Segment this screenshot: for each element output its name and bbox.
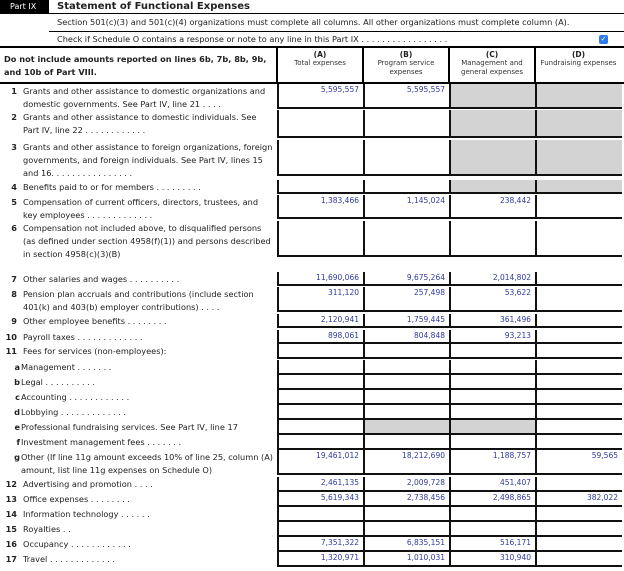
line-description: Professional fundraising services. See Part IV, line 17 [21,422,238,432]
amount-cell-c[interactable] [449,435,535,450]
amount-cell-a[interactable]: 2,120,941 [277,314,363,328]
amount-cell-c[interactable] [449,522,535,537]
table-row [277,180,622,194]
amount-cell-a[interactable]: 5,595,557 [277,84,363,109]
schedule-o-checkbox[interactable]: ✓ [600,35,607,43]
line-description: Grants and other assistance to domestic organizations and domestic governments. See Part IV, line 21 . . . . [23,86,266,109]
amount-cell-b[interactable]: 5,595,557 [363,84,449,109]
amount-cell-a[interactable] [277,507,363,522]
table-row [277,450,622,475]
amount-cell-c[interactable]: 2,498,865 [449,492,535,507]
amount-cell-b[interactable] [363,110,449,138]
line-number: c [15,392,20,402]
amount-cell-b [363,420,449,435]
table-row [277,522,622,537]
amount-cell-d[interactable] [535,537,622,552]
line-description: Lobbying . . . . . . . . . . . . . [21,407,126,417]
amount-cell-a[interactable]: 311,120 [277,287,363,312]
amount-cell-a[interactable]: 19,461,012 [277,450,363,475]
amount-cell-a[interactable]: 2,461,135 [277,477,363,492]
amount-cell-b[interactable] [363,180,449,194]
line-description: Benefits paid to or for members . . . . . . . . . [23,182,201,192]
amount-cell-d[interactable] [535,360,622,375]
line-g-label [0,451,277,479]
line-number: 1 [11,86,17,96]
line-description: Compensation not included above, to disqualified persons (as defined under section 4958(f)(1)) and persons described in section 4958(c)(3)(B) [23,223,271,259]
amount-cell-a[interactable]: 1,320,971 [277,552,363,567]
line-number: d [14,407,20,417]
line-number: f [16,437,20,447]
table-row [277,507,622,522]
amount-cell-d[interactable]: 382,022 [535,492,622,507]
column-divider [534,48,536,82]
line-number: 14 [5,509,17,519]
amount-cell-b[interactable]: 1,010,031 [363,552,449,567]
amount-cell-a[interactable]: 7,351,322 [277,537,363,552]
line-5-label [0,196,277,224]
line-7-label [0,273,277,287]
line-d-label [0,406,277,420]
line-3-label [0,141,277,181]
amount-cell-b[interactable]: 2,009,728 [363,477,449,492]
line-description: Royalties . . [23,524,71,534]
amount-cell-b[interactable] [363,522,449,537]
amount-cell-d[interactable] [535,522,622,537]
amount-cell-c[interactable]: 451,407 [449,477,535,492]
line-description: Information technology . . . . . . [23,509,150,519]
table-row [277,330,622,344]
line-c-label [0,391,277,405]
table-row [277,375,622,390]
amount-cell-c [449,110,535,138]
amount-cell-b[interactable]: 2,738,456 [363,492,449,507]
amount-cell-a[interactable]: 11,690,066 [277,272,363,286]
amount-cell-d[interactable] [535,390,622,405]
table-row [277,537,622,552]
amount-cell-b[interactable] [363,507,449,522]
amount-cell-a[interactable] [277,140,363,176]
line-number: 17 [5,554,17,564]
amount-cell-b[interactable] [363,140,449,176]
line-number: 12 [5,479,17,489]
table-row [277,272,622,286]
amount-cell-a[interactable] [277,221,363,257]
line-13-label [0,493,277,507]
line-description: Grants and other assistance to foreign organizations, foreign governments, and foreign individuals. See Part IV, lines 15 and 16. . . . . . . . . . . . . . . . [23,142,273,178]
amount-cell-c [449,140,535,176]
line-description: Other salaries and wages . . . . . . . . . . [23,274,180,284]
table-row [277,405,622,420]
amount-cell-d[interactable] [535,344,622,359]
line-9-label [0,315,277,329]
line-number: 16 [5,539,17,549]
amount-cell-c[interactable]: 2,014,802 [449,272,535,286]
amount-cell-d[interactable]: 59,565 [535,450,622,475]
amount-cell-d[interactable] [535,287,622,312]
amount-cell-d[interactable] [535,435,622,450]
line-4-label [0,181,277,195]
amount-cell-b[interactable] [363,390,449,405]
intro-note: Do not include amounts reported on lines 6b, 7b, 8b, 9b, and 10b of Part VIII. [4,54,267,77]
line-number: a [14,362,20,372]
line-f-label [0,436,277,450]
amount-cell-a[interactable] [277,360,363,375]
amount-cell-b[interactable] [363,221,449,257]
line-description: Investment management fees . . . . . . . [21,437,182,447]
table-row [277,314,622,328]
table-row [277,420,622,435]
column-header-a: (A) Total expenses [294,50,346,67]
table-row [277,140,622,176]
line-description: Compensation of current officers, directors, trustees, and key employees . . . . . . . . . . . . . [23,197,259,220]
amount-cell-a[interactable] [277,405,363,420]
line-number: 10 [5,332,17,342]
line-number: b [14,377,20,387]
table-row [277,195,622,219]
amount-cell-d[interactable] [535,221,622,257]
line-16-label [0,538,277,552]
line-description: Office expenses . . . . . . . . [23,494,130,504]
amount-cell-d[interactable] [535,375,622,390]
amount-cell-c[interactable]: 53,622 [449,287,535,312]
amount-cell-b[interactable] [363,344,449,359]
amount-cell-d[interactable] [535,405,622,420]
line-description: Payroll taxes . . . . . . . . . . . . . [23,332,143,342]
line-6-label [0,222,277,266]
amount-cell-d[interactable] [535,477,622,492]
amount-cell-b[interactable] [363,360,449,375]
line-10-label [0,331,277,345]
amount-cell-a[interactable]: 5,619,343 [277,492,363,507]
line-e-label [0,421,277,435]
line-number: 3 [11,142,17,152]
line-15-label [0,523,277,537]
line-description: Other (If line 11g amount exceeds 10% of line 25, column (A) amount, list line 11g expenses on Schedule O) [21,452,273,475]
table-row [277,390,622,405]
amount-cell-d [535,140,622,176]
line-number: g [14,452,20,462]
line-number: 2 [11,112,17,122]
line-11-label [0,345,277,359]
amount-cell-d[interactable] [535,314,622,328]
amount-cell-d[interactable] [535,552,622,567]
amount-cell-d [535,110,622,138]
amount-cell-c [449,180,535,194]
line-number: 7 [11,274,17,284]
amount-cell-c[interactable] [449,390,535,405]
line-description: Pension plan accruals and contributions (include section 401(k) and 403(b) employer contributions) . . . . [23,289,254,312]
column-divider [276,48,278,82]
table-row [277,84,622,109]
line-number: 4 [11,182,17,192]
amount-cell-b[interactable] [363,435,449,450]
line-description: Travel . . . . . . . . . . . . . [23,554,116,564]
line-number: 13 [5,494,17,504]
amount-cell-c [449,84,535,109]
amount-cell-a[interactable] [277,180,363,194]
amount-cell-c[interactable] [449,344,535,359]
table-row [277,221,622,257]
line-number: e [14,422,20,432]
amount-cell-b[interactable]: 18,212,690 [363,450,449,475]
amount-cell-c[interactable] [449,375,535,390]
column-header-c: (C) Management and general expenses [461,50,523,76]
line-description: Grants and other assistance to domestic individuals. See Part IV, line 22 . . . . . . . . . . . . [23,112,257,135]
table-row [277,110,622,138]
part-header-bar [0,0,624,14]
amount-cell-a[interactable] [277,390,363,405]
line-17-label [0,553,277,567]
amount-cell-a[interactable] [277,375,363,390]
line-description: Advertising and promotion . . . . [23,479,153,489]
schedule-o-check-label: Check if Schedule O contains a response or note to any line in this Part IX . . . . . . . . . . . . . . . . . [57,34,448,44]
amount-cell-a[interactable] [277,522,363,537]
line-number: 5 [11,197,17,207]
table-row [277,435,622,450]
amount-cell-c[interactable] [449,507,535,522]
line-8-label [0,288,277,316]
part-badge: Part IX [0,0,49,14]
completion-instruction: Section 501(c)(3) and 501(c)(4) organizations must complete all columns. All other organizations must complete column (A). [57,17,570,27]
amount-cell-b[interactable]: 6,835,151 [363,537,449,552]
table-row [277,287,622,312]
amount-cell-b[interactable]: 9,675,264 [363,272,449,286]
amount-cell-d[interactable] [535,507,622,522]
amount-cell-c[interactable]: 516,171 [449,537,535,552]
line-number: 9 [11,316,17,326]
amount-cell-c[interactable] [449,360,535,375]
amount-cell-b[interactable]: 804,848 [363,330,449,344]
amount-cell-a[interactable]: 1,383,466 [277,195,363,219]
line-1-label [0,85,277,113]
line-description: Accounting . . . . . . . . . . . . [21,392,130,402]
column-header-b: (B) Program service expenses [377,50,435,76]
line-number: 11 [5,346,17,356]
amount-cell-c[interactable] [449,221,535,257]
amount-cell-a[interactable] [277,110,363,138]
line-12-label [0,478,277,492]
line-number: 15 [5,524,17,534]
line-description: Fees for services (non-employees): [23,346,167,356]
line-description: Legal . . . . . . . . . . [21,377,95,387]
amount-cell-c[interactable]: 310,940 [449,552,535,567]
line-description: Occupancy . . . . . . . . . . . . [23,539,131,549]
line-number: 8 [11,289,17,299]
amount-cell-d[interactable] [535,195,622,219]
amount-cell-d [535,180,622,194]
amount-cell-a[interactable] [277,435,363,450]
amount-cell-d[interactable] [535,272,622,286]
amount-cell-b[interactable]: 257,498 [363,287,449,312]
table-row [277,552,622,567]
line-description: Other employee benefits . . . . . . . . [23,316,167,326]
amount-cell-a[interactable] [277,344,363,359]
amount-cell-c[interactable]: 1,188,757 [449,450,535,475]
table-row [277,344,622,359]
amount-cell-c[interactable]: 361,496 [449,314,535,328]
line-a-label [0,361,277,375]
table-row [277,477,622,492]
amount-cell-c[interactable] [449,405,535,420]
amount-cell-c [449,420,535,435]
line-2-label [0,111,277,139]
part-title: Statement of Functional Expenses [57,1,250,12]
table-row [277,360,622,375]
amount-cell-c[interactable]: 93,213 [449,330,535,344]
amount-cell-d[interactable] [535,420,622,435]
amount-cell-c[interactable]: 238,442 [449,195,535,219]
amount-cell-a[interactable]: 898,061 [277,330,363,344]
line-description: Management . . . . . . . [21,362,112,372]
column-divider [448,48,450,82]
line-number: 6 [11,223,17,233]
table-row [277,492,622,507]
line-b-label [0,376,277,390]
amount-cell-b[interactable] [363,375,449,390]
column-header-d: (D) Fundraising expenses [540,50,617,67]
amount-cell-d[interactable] [535,330,622,344]
amount-cell-b[interactable] [363,405,449,420]
amount-cell-a[interactable] [277,420,363,435]
line-14-label [0,508,277,522]
column-divider [362,48,364,82]
amount-cell-b[interactable]: 1,759,445 [363,314,449,328]
amount-cell-b[interactable]: 1,145,024 [363,195,449,219]
amount-cell-d [535,84,622,109]
